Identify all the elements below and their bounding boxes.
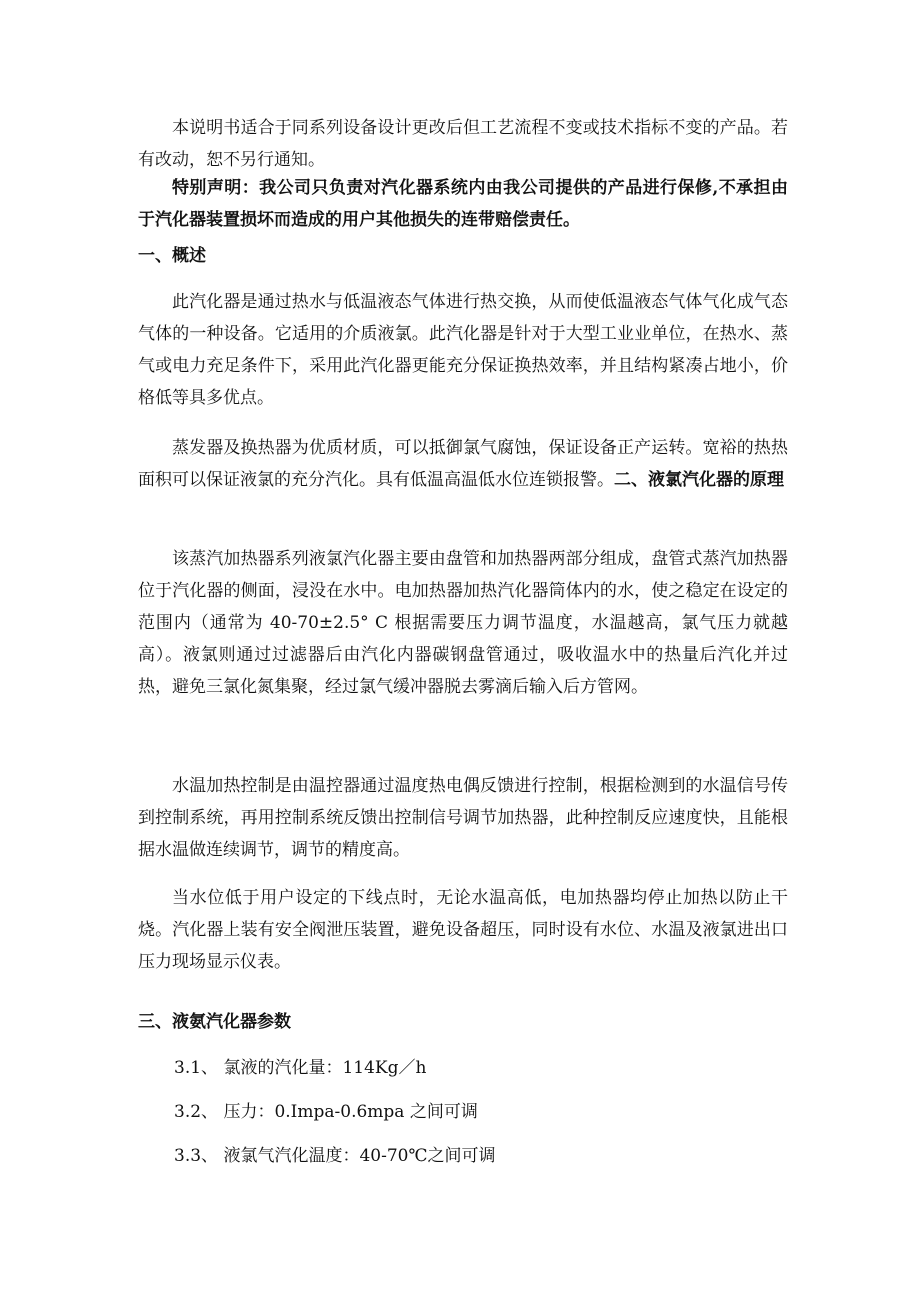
section-heading-principle: 二、液氯汽化器的原理: [614, 470, 784, 490]
principle-paragraph: 该蒸汽加热器系列液氯汽化器主要由盘管和加热器两部分组成，盘管式蒸汽加热器位于汽化器的侧面，浸没在水中。电加热器加热汽化器筒体内的水，使之稳定在设定的范围内（通常为 40-70±2.5° C 根据需要压力调节温度，水温越高，氯气压力就越高）。液氯则通过过滤器后由汽化内器碳钢盘管通过，吸收温水中的热量后汽化并过热，避免三氯化氮集聚，经过氯气缓冲器脱去雾滴后输入后方管网。: [138, 549, 788, 697]
section-heading-parameters: 三、液氨汽化器参数: [138, 1012, 291, 1032]
param-pressure: 3.2、 压力：0.Impa-0.6mpa 之间可调: [174, 1102, 478, 1122]
overview-paragraph: 此汽化器是通过热水与低温液态气体进行热交换，从而使低温液态气体气化成气态气体的一种设备。它适用的介质液氯。此汽化器是针对于大型工业业单位，在热水、蒸气或电力充足条件下，采用此汽化器更能充分保证换热效率，并且结构紧凑占地小，价格低等具多优点。: [138, 292, 788, 408]
material-text: 蒸发器及换热器为优质材质，可以抵御氯气腐蚀，保证设备正产运转。宽裕的热热面积可以保证液氯的充分汽化。具有低温高温低水位连锁报警。: [138, 438, 788, 490]
section-heading-overview: 一、概述: [138, 246, 206, 266]
special-statement: 特别声明：我公司只负责对汽化器系统内由我公司提供的产品进行保修,不承担由于汽化器装置损坏而造成的用户其他损失的连带赔偿责任。: [138, 178, 788, 230]
temperature-control-paragraph: 水温加热控制是由温控器通过温度热电偶反馈进行控制，根据检测到的水温信号传到控制系统，再用控制系统反馈出控制信号调节加热器，此种控制反应速度快，且能根据水温做连续调节，调节的精度高。: [138, 776, 788, 860]
param-temperature: 3.3、 液氯气汽化温度：40-70℃之间可调: [174, 1146, 496, 1166]
water-level-paragraph: 当水位低于用户设定的下线点时，无论水温高低，电加热器均停止加热以防止干烧。汽化器上装有安全阀泄压装置，避免设备超压，同时设有水位、水温及液氯进出口压力现场显示仪表。: [138, 888, 788, 972]
material-paragraph: [138, 432, 788, 496]
param-vaporization-rate: 3.1、 氯液的汽化量：114Kg／h: [174, 1058, 427, 1078]
intro-paragraph: 本说明书适合于同系列设备设计更改后但工艺流程不变或技术指标不变的产品。若有改动，恕不另行通知。: [138, 118, 788, 170]
